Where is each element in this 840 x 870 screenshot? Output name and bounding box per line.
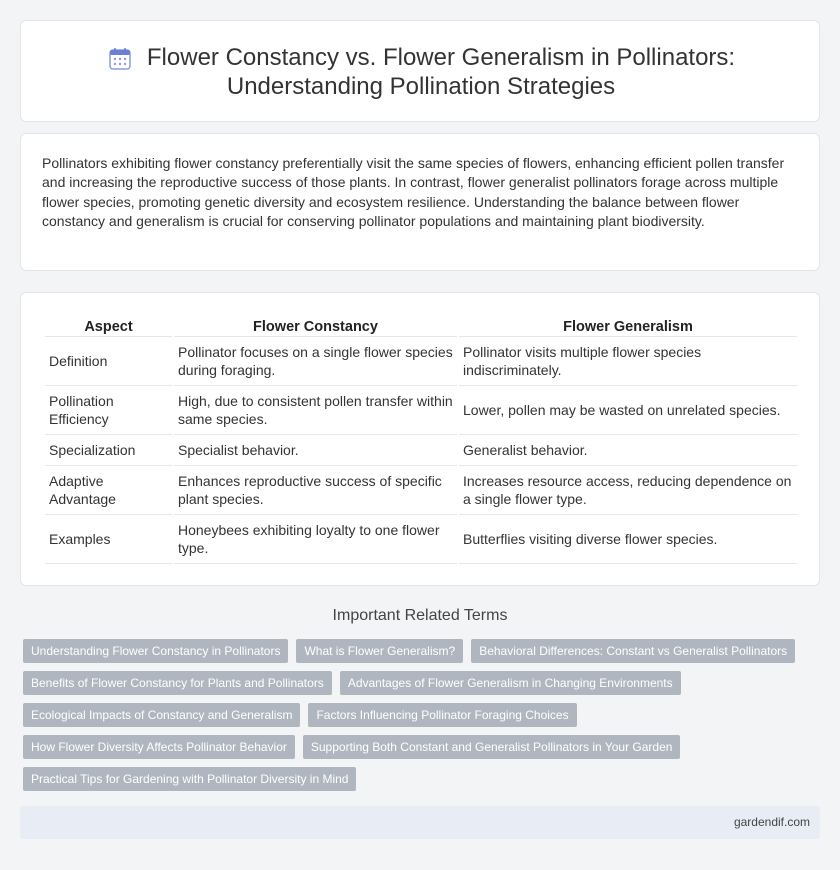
related-term-tag[interactable]: Understanding Flower Constancy in Pollinators	[23, 639, 288, 663]
page-title-line-1: Flower Constancy vs. Flower Generalism in Pollinators:	[146, 44, 736, 71]
related-term-tag[interactable]: Practical Tips for Gardening with Pollinator Diversity in Mind	[23, 767, 356, 791]
row-aspect: Pollination Efficiency	[45, 386, 172, 435]
tag-row	[23, 639, 823, 663]
row-aspect: Examples	[45, 515, 172, 564]
row-generalism: Generalist behavior.	[459, 435, 797, 466]
related-term-tag[interactable]: How Flower Diversity Affects Pollinator Behavior	[23, 735, 295, 759]
related-term-tag[interactable]: Advantages of Flower Generalism in Changing Environments	[340, 671, 681, 695]
table-row	[45, 466, 797, 515]
tag-row	[23, 735, 823, 759]
header-card	[20, 20, 820, 122]
table-row	[45, 337, 797, 386]
related-term-tag[interactable]: Supporting Both Constant and Generalist Pollinators in Your Garden	[303, 735, 681, 759]
row-generalism: Butterflies visiting diverse flower species.	[459, 515, 797, 564]
footer	[20, 806, 820, 839]
related-term-tag[interactable]: Behavioral Differences: Constant vs Generalist Pollinators	[471, 639, 795, 663]
related-term-tag[interactable]: Ecological Impacts of Constancy and Generalism	[23, 703, 300, 727]
table-row	[45, 515, 797, 564]
row-generalism: Pollinator visits multiple flower species indiscriminately.	[459, 337, 797, 386]
header-aspect: Aspect	[45, 315, 172, 337]
row-generalism: Lower, pollen may be wasted on unrelated species.	[459, 386, 797, 435]
intro-card	[20, 133, 820, 271]
row-constancy: Specialist behavior.	[174, 435, 457, 466]
row-aspect: Definition	[45, 337, 172, 386]
related-term-tag[interactable]: Factors Influencing Pollinator Foraging Choices	[308, 703, 576, 727]
page-title	[21, 43, 821, 101]
table-row	[45, 386, 797, 435]
tag-row	[23, 671, 823, 695]
header-flower-constancy: Flower Constancy	[174, 315, 457, 337]
comparison-table	[43, 315, 799, 564]
row-constancy: Pollinator focuses on a single flower species during foraging.	[174, 337, 457, 386]
header-flower-generalism: Flower Generalism	[459, 315, 797, 337]
row-constancy: High, due to consistent pollen transfer within same species.	[174, 386, 457, 435]
related-terms-list	[23, 639, 823, 799]
intro-paragraph: Pollinators exhibiting flower constancy preferentially visit the same species of flowers, enhancing efficient pollen transfer and increasing the reproductive success of those plants. In contrast, flower generalist pollinators forage across multiple flower species, promoting genetic diversity and ecosystem resilience. Understanding the balance between flower constancy and generalism is crucial for conserving pollinator populations and maintaining plant biodiversity.	[42, 155, 785, 230]
row-aspect: Adaptive Advantage	[45, 466, 172, 515]
related-terms-title: Important Related Terms	[332, 607, 508, 624]
row-constancy: Honeybees exhibiting loyalty to one flower type.	[174, 515, 457, 564]
comparison-table-card	[20, 292, 820, 586]
related-term-tag[interactable]: Benefits of Flower Constancy for Plants and Pollinators	[23, 671, 332, 695]
row-generalism: Increases resource access, reducing dependence on a single flower type.	[459, 466, 797, 515]
tag-row	[23, 767, 823, 791]
row-constancy: Enhances reproductive success of specific plant species.	[174, 466, 457, 515]
row-aspect: Specialization	[45, 435, 172, 466]
table-header-row	[45, 315, 797, 337]
table-row	[45, 435, 797, 466]
tag-row	[23, 703, 823, 727]
page-title-line-2: Understanding Pollination Strategies	[226, 73, 616, 100]
related-term-tag[interactable]: What is Flower Generalism?	[296, 639, 463, 663]
footer-site-link[interactable]: gardendif.com	[733, 815, 810, 829]
